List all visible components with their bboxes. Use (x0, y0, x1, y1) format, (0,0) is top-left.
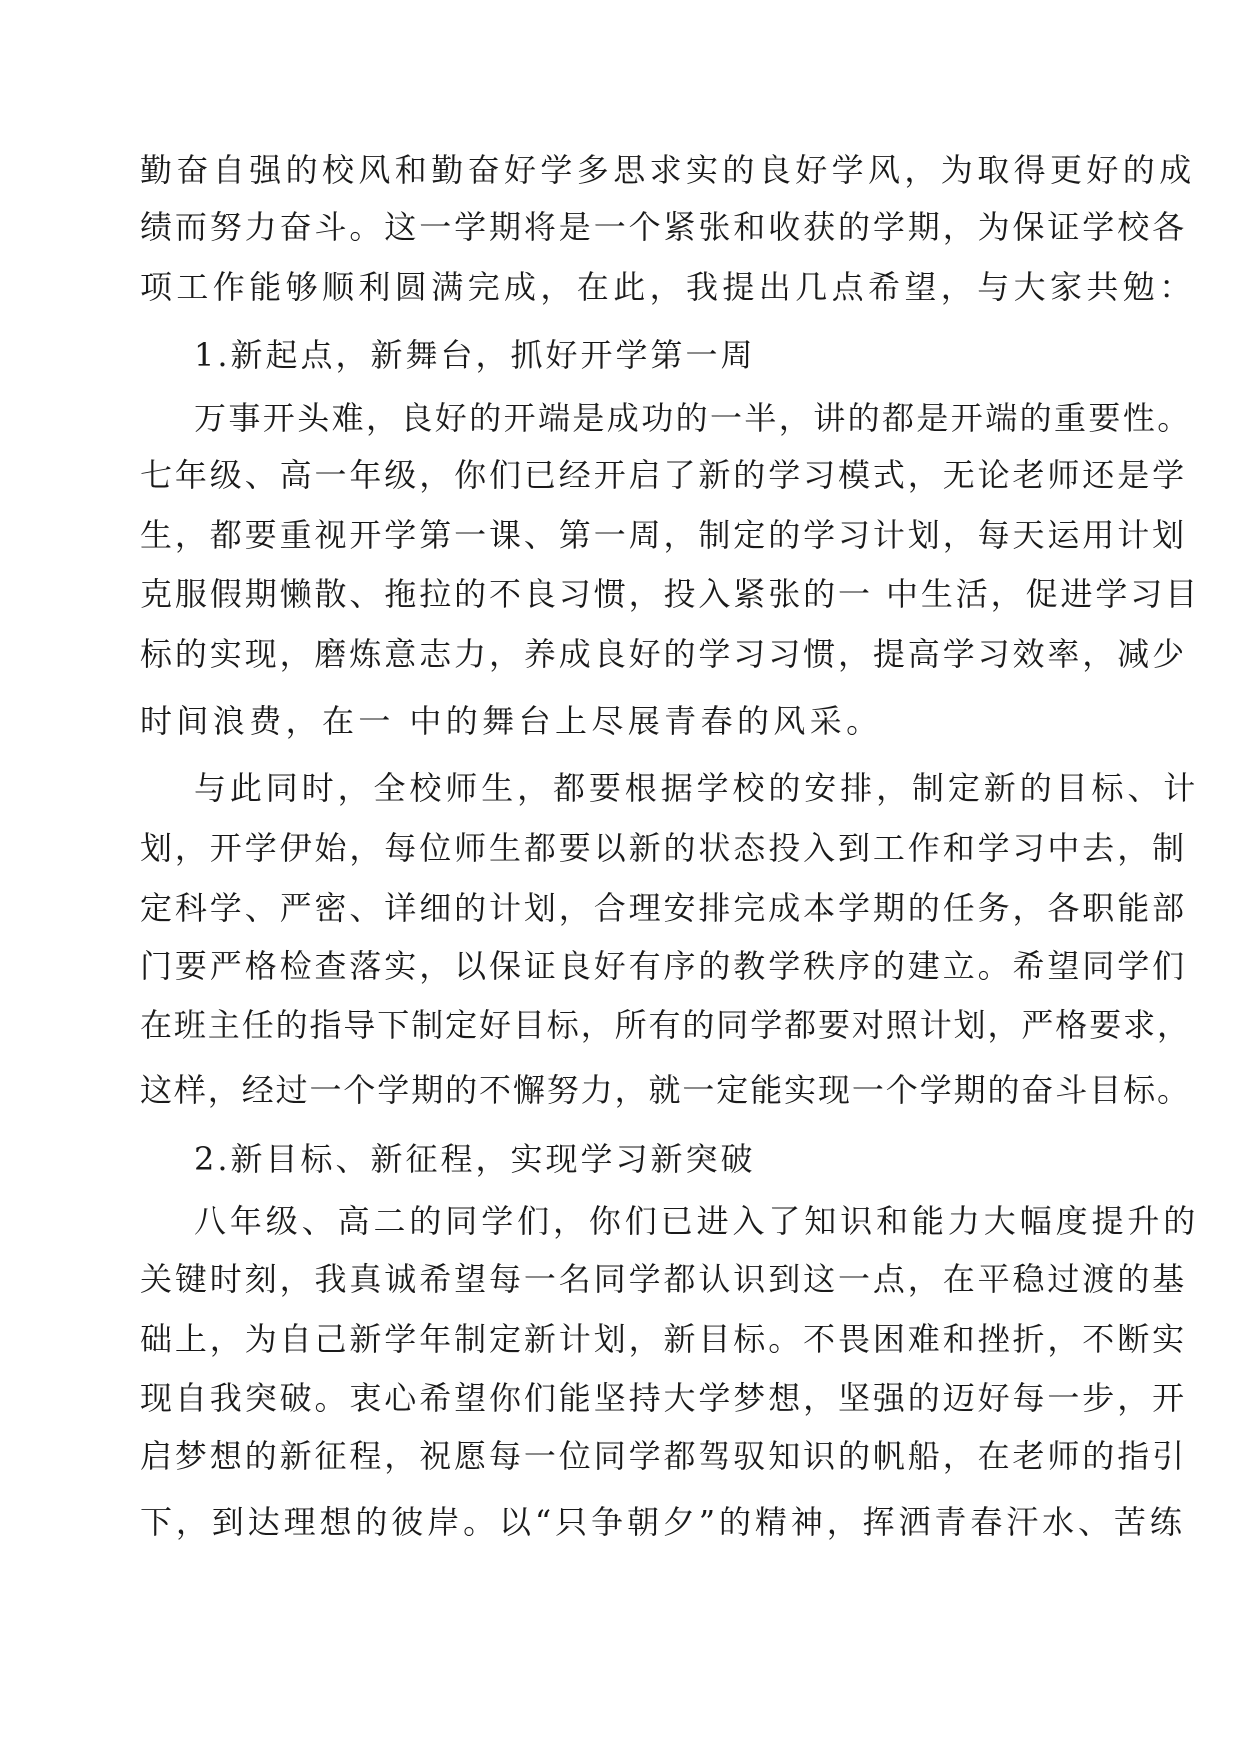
text-line: 克服假期懒散、拖拉的不良习惯，投入紧张的一 中生活，促进学习目 (140, 575, 1201, 613)
text-line: 项工作能够顺利圆满完成，在此，我提出几点希望，与大家共勉： (140, 268, 1196, 306)
text-line: 时间浪费，在一 中的舞台上尽展青春的风采。 (140, 702, 883, 740)
text-line: 标的实现，磨炼意志力，养成良好的学习习惯，提高学习效率，减少 (140, 635, 1188, 673)
text-line: 万事开头难，良好的开端是成功的一半，讲的都是开端的重要性。 (194, 399, 1192, 437)
text-line: 七年级、高一年级，你们已经开启了新的学习模式，无论老师还是学 (140, 456, 1188, 494)
text-line: 这样，经过一个学期的不懈努力，就一定能实现一个学期的奋斗目标。 (140, 1071, 1191, 1109)
text-line: 现自我突破。衷心希望你们能坚持大学梦想，坚强的迈好每一步，开 (140, 1379, 1188, 1417)
section-heading-2: 2.新目标、新征程，实现学习新突破 (194, 1140, 756, 1178)
text-line: 划，开学伊始，每位师生都要以新的状态投入到工作和学习中去，制 (140, 829, 1188, 867)
text-line: 定科学、严密、详细的计划，合理安排完成本学期的任务，各职能部 (140, 889, 1188, 927)
text-line: 生，都要重视开学第一课、第一周，制定的学习计划，每天运用计划 (140, 516, 1188, 554)
text-line: 础上，为自己新学年制定新计划，新目标。不畏困难和挫折，不断实 (140, 1320, 1188, 1358)
text-line: 关键时刻，我真诚希望每一名同学都认识到这一点，在平稳过渡的基 (140, 1260, 1188, 1298)
text-line: 启梦想的新征程，祝愿每一位同学都驾驭知识的帆船，在老师的指引 (140, 1437, 1188, 1475)
text-line: 门要严格检查落实，以保证良好有序的教学秩序的建立。希望同学们 (140, 947, 1188, 985)
text-line: 绩而努力奋斗。这一学期将是一个紧张和收获的学期，为保证学校各 (140, 208, 1188, 246)
section-heading-1: 1.新起点，新舞台，抓好开学第一周 (194, 336, 756, 374)
text-line: 八年级、高二的同学们，你们已进入了知识和能力大幅度提升的 (194, 1202, 1200, 1240)
text-line: 勤奋自强的校风和勤奋好学多思求实的良好学风，为取得更好的成 (140, 151, 1196, 189)
text-line: 在班主任的指导下制定好目标，所有的同学都要对照计划，严格要求， (140, 1006, 1191, 1044)
text-line: 下，到达理想的彼岸。以“只争朝夕”的精神，挥洒青春汗水、苦练 (140, 1503, 1186, 1541)
text-line: 与此同时，全校师生，都要根据学校的安排，制定新的目标、计 (194, 769, 1200, 807)
